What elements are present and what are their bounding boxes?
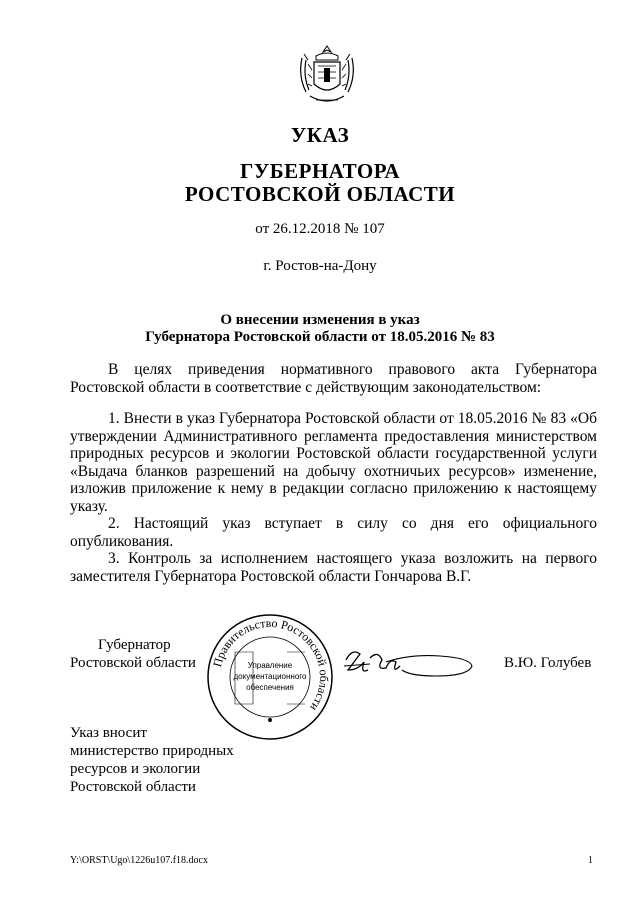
issuer-line-2: РОСТОВСКОЙ ОБЛАСТИ [184, 182, 456, 206]
page-number: 1 [588, 855, 593, 866]
submitted-by-line-3: ресурсов и экологии [70, 761, 201, 777]
stamp-ring-text: Правительство Ростовской области [210, 615, 332, 714]
signer-title-1: Губернатор [98, 637, 171, 653]
issuer-line-1: ГУБЕРНАТОРА [239, 159, 401, 183]
subject-line-2: Губернатора Ростовской области от 18.05.2016 № 83 [145, 329, 495, 345]
decree-item-1: 1. Внести в указ Губернатора Ростовской области от 18.05.2016 № 83 «Об утверждении Административного регламента предоставления министерством природных ресурсов и экологии Ростовской области государственной услуги «Выдача бланков разрешений на добычу охотничьих ресурсов» изменение, изложив приложение к нему в редакции согласно приложению к настоящему указу. [70, 410, 597, 515]
official-stamp [205, 612, 335, 742]
subject-heading [0, 312, 640, 346]
submitted-by-line-1: Указ вносит [70, 725, 147, 741]
signer-name: В.Ю. Голубев [504, 655, 592, 671]
decree-items [70, 410, 597, 585]
submitted-by-line-2: министерство природных [70, 743, 234, 759]
submitted-by-line-4: Ростовской области [70, 779, 196, 795]
stamp-inner-line-3: обеспечения [246, 683, 294, 692]
preamble-text: В целях приведения нормативного правового акта Губернатора Ростовской области в соответствие с действующим законодательством: [70, 361, 597, 396]
handwritten-signature [340, 640, 475, 685]
signer-title-2: Ростовской области [70, 655, 196, 671]
document-title: УКАЗ [290, 123, 350, 147]
preamble [70, 361, 597, 396]
stamp-inner-line-2: документационного [233, 672, 307, 681]
issuer-heading [0, 160, 640, 206]
submitted-by [70, 724, 234, 796]
decree-item-3: 3. Контроль за исполнением настоящего указа возложить на первого заместителя Губернатора Ростовской области Гончарова В.Г. [70, 550, 597, 585]
coat-of-arms-emblem [294, 40, 360, 110]
stamp-inner-line-1: Управление [247, 661, 293, 670]
subject-line-1: О внесении изменения в указ [220, 312, 420, 328]
decree-item-2: 2. Настоящий указ вступает в силу со дня его официального опубликования. [70, 515, 597, 550]
footer-file-path: Y:\ORST\Ugo\1226u107.f18.docx [70, 855, 208, 866]
date-and-number: от 26.12.2018 № 107 [255, 221, 385, 237]
city: г. Ростов-на-Дону [263, 258, 377, 274]
